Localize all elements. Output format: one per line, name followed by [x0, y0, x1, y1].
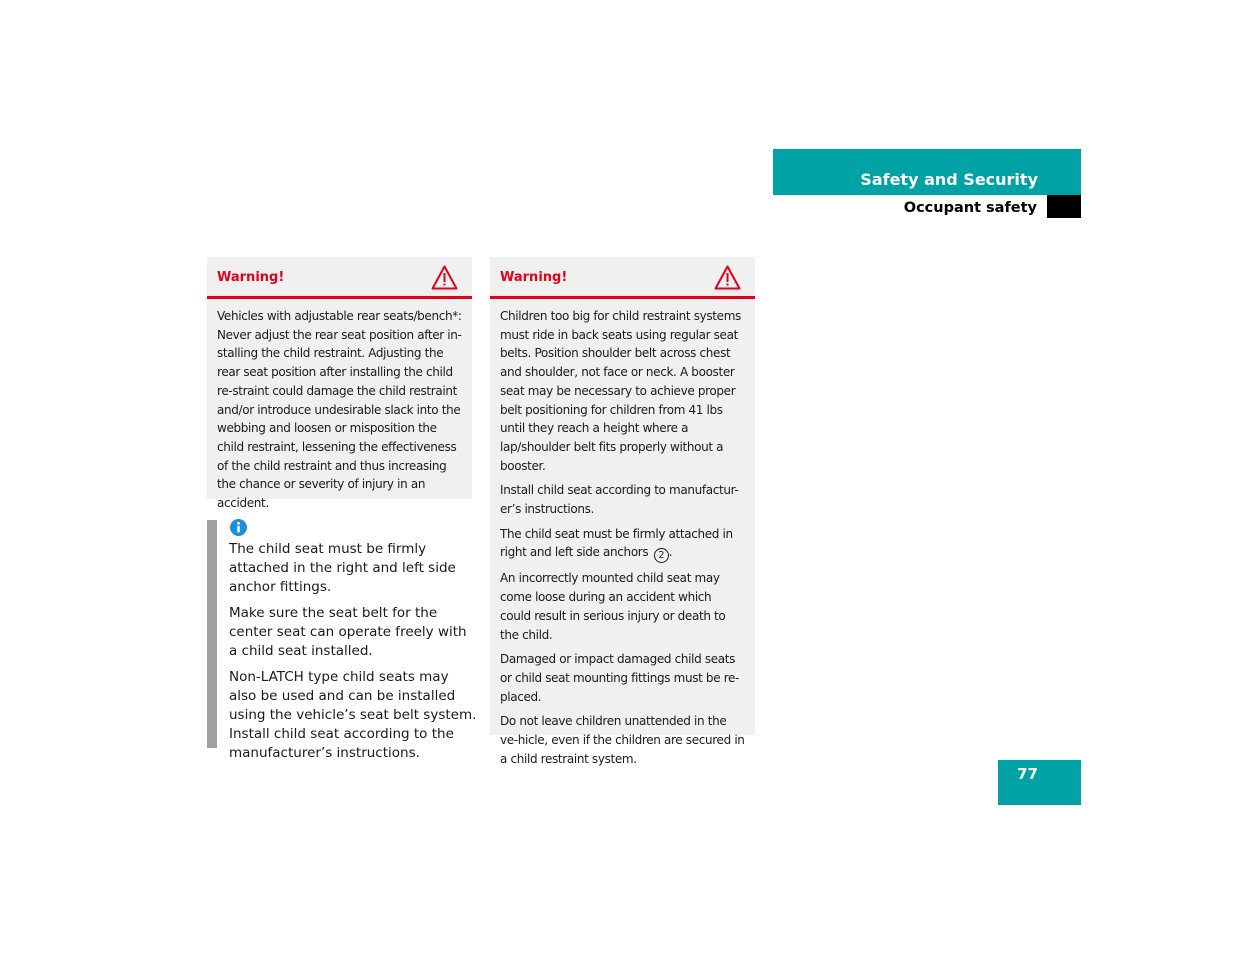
note-paragraph: Non-LATCH type child seats may also be used and can be installed using the vehicle’s seat belt system. Install child seat according to the manufacturer’s instructions. [229, 669, 477, 761]
warning-label: Warning! [500, 270, 568, 285]
subsection-title: Occupant safety [903, 200, 1037, 216]
anchor-suffix: . [668, 545, 673, 560]
warning-header [490, 257, 755, 299]
warning-body [207, 299, 472, 521]
warning-label: Warning! [217, 270, 285, 285]
subsection-marker [1047, 195, 1081, 218]
warning-body [490, 299, 755, 776]
warning-paragraph: Damaged or impact damaged child seats or child seat mounting fittings must be re-placed. [500, 652, 740, 704]
warning-box-child-restraint [490, 257, 755, 766]
info-note-body [229, 540, 479, 770]
page-number: 77 [1017, 765, 1038, 783]
note-paragraph: The child seat must be firmly attached in the right and left side anchor fittings. [229, 541, 456, 595]
warning-paragraph: An incorrectly mounted child seat may come loose during an accident which could result in serious injury or death to the child. [500, 571, 726, 642]
warning-header [207, 257, 472, 299]
note-paragraph: Make sure the seat belt for the center seat can operate freely with a child seat installed. [229, 605, 467, 659]
warning-triangle-icon [431, 265, 458, 290]
warning-paragraph: Install child seat according to manufactur-er’s instructions. [500, 483, 739, 517]
anchor-callout-number: 2 [654, 548, 669, 563]
info-note [207, 520, 477, 761]
warning-paragraph: Vehicles with adjustable rear seats/bench*: Never adjust the rear seat position after in-stalling the child restraint. Adjusting the rear seat position after installing the child re-straint could damage the child restraint and/or introduce undesirable slack into the webbing and loosen or misposition the child restraint, lessening the effectiveness of the child restraint and thus increasing the chance or severity of injury in an accident. [217, 309, 462, 511]
info-icon [230, 519, 247, 536]
section-title: Safety and Security [860, 170, 1038, 189]
note-side-bar [207, 520, 217, 748]
warning-paragraph: Children too big for child restraint systems must ride in back seats using regular seat belts. Position shoulder belt across chest and shoulder, not face or neck. A booster seat may be necessary to achieve proper belt positioning for children from 41 lbs until they reach a height where a lap/shoulder belt fits properly without a booster. [500, 309, 741, 473]
warning-text: The child seat must be firmly attached in right and left side anchors [500, 526, 733, 560]
warning-triangle-icon [714, 265, 741, 290]
warning-paragraph-anchors [500, 525, 745, 564]
warning-box-seat-adjustment [207, 257, 472, 511]
warning-paragraph: Do not leave children unattended in the ve-hicle, even if the children are secured in a child restraint system. [500, 714, 745, 766]
page-number-box [998, 760, 1081, 805]
